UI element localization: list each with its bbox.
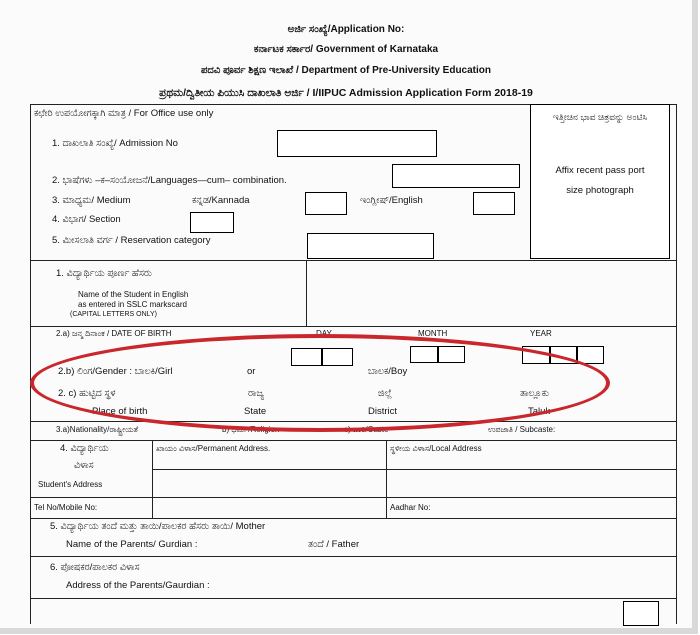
parent-address-english: Address of the Parents/Gaurdian :	[66, 580, 210, 591]
student-name-field[interactable]	[307, 261, 675, 325]
district-label: District	[368, 406, 398, 417]
kannada-label: ಕನ್ನಡ/Kannada	[192, 195, 250, 206]
english-label: ಇಂಗ್ಲೀಷ್/English	[360, 195, 423, 206]
student-name-en-1: Name of the Student in English	[78, 290, 189, 299]
religion-label: b) ಧರ್ಮ/Religion	[222, 425, 280, 434]
permanent-address-field[interactable]	[153, 470, 385, 496]
department-title: ಪದವಿ ಪೂರ್ವ ಶಿಕ್ಷಣ ಇಲಾಖೆ / Department of Pre-University Education	[200, 65, 492, 76]
government-title: ಕರ್ನಾಟಕ ಸರ್ಕಾರ/ Government of Karnataka	[253, 44, 439, 55]
state-label: State	[244, 406, 267, 417]
section-label: 4. ವಿಭಾಗ/ Section	[52, 214, 121, 225]
month-label: MONTH	[418, 329, 448, 338]
father-label: ತಂದೆ / Father	[308, 539, 360, 550]
parents-english: Name of the Parents/ Gurdian :	[66, 539, 198, 550]
student-address-label: Student's Address	[38, 480, 103, 489]
left-rule	[30, 104, 31, 624]
local-address-label: ಸ್ಥಳೀಯ ವಿಳಾಸ/Local Address	[390, 444, 482, 453]
address-kannada-2: ವಿಳಾಸ	[74, 460, 94, 471]
photo-english: Affix recent pass port size photograph	[555, 165, 645, 196]
right-rule	[676, 104, 677, 624]
taluk-label: Taluk	[528, 406, 551, 417]
place-of-birth-label: Place of birth	[92, 406, 148, 417]
local-address-field[interactable]	[387, 470, 675, 496]
state-kannada: ರಾಜ್ಯ	[248, 388, 265, 399]
gender-or: or	[247, 366, 256, 377]
bottom-right-field[interactable]	[623, 601, 659, 626]
highlight-oval	[30, 334, 610, 432]
reservation-field[interactable]	[307, 233, 434, 259]
aadhar-label: Aadhar No:	[390, 503, 431, 512]
rule-dob-top	[30, 326, 676, 327]
form-title: ಪ್ರಥಮ/ದ್ವಿತೀಯ ಪಿಯುಸಿ ದಾಖಲಾತಿ ಅರ್ಜಿ / I/IIPUC Admission Application Form 2018-19	[159, 87, 533, 99]
reservation-label: 5. ಮೀಸಲಾತಿ ವರ್ಗ / Reservation category	[52, 235, 211, 246]
english-checkbox[interactable]	[473, 192, 515, 215]
parents-kannada: 5. ವಿದ್ಯಾರ್ಥಿಯ ತಂದೆ ಮತ್ತು ತಾಯಿ/ಪಾಲಕರ ಹೆಸರು ತಾಯಿ/ Mother	[50, 521, 266, 532]
photo-box[interactable]	[530, 104, 670, 259]
rule-parent-address-bottom	[30, 598, 676, 599]
tel-field[interactable]	[153, 498, 385, 517]
application-no: ಅರ್ಜಿ ಸಂಖ್ಯೆ/Application No:	[287, 24, 405, 35]
student-name-kannada: 1. ವಿದ್ಯಾರ್ಥಿಯ ಪೂರ್ಣ ಹೆಸರು	[56, 268, 152, 279]
permanent-address-label: ಖಾಯಂ ವಿಳಾಸ/Permanent Address.	[156, 444, 271, 453]
subcaste-label: ಉಪಜಾತಿ / Subcaste:	[488, 425, 556, 434]
nationality-label: 3.a)Nationality/ರಾಷ್ಟ್ರೀಯತೆ	[56, 425, 139, 434]
medium-label: 3. ಮಾಧ್ಯಮ/ Medium	[52, 195, 131, 206]
rule-address-top	[30, 440, 676, 441]
rule-parent-address-top	[30, 556, 676, 557]
student-name-en-2: as entered in SSLC markscard	[78, 300, 187, 309]
languages-field[interactable]	[392, 164, 520, 188]
year-label: YEAR	[530, 329, 552, 338]
caste-label: c) ಜಾತಿ/Caste	[344, 425, 389, 434]
languages-label: 2. ಭಾಷೆಗಳು –ಕ–ಸಂಯೋಜನೆ/Languages—cum– combination.	[52, 175, 287, 186]
admission-no-label: 1. ದಾಖಲಾತಿ ಸಂಖ್ಯೆ/ Admission No	[52, 138, 178, 149]
dob-label: 2.a) ಜನ್ಮ ದಿನಾಂಕ / DATE OF BIRTH	[56, 329, 172, 338]
aadhar-field[interactable]	[440, 498, 675, 517]
kannada-checkbox[interactable]	[305, 192, 347, 215]
gender-label: 2.b) ಲಿಂಗ/Gender : ಬಾಲಕಿ/Girl	[58, 366, 173, 377]
day-label: DAY	[316, 329, 332, 338]
address-kannada-1: 4. ವಿದ್ಯಾರ್ಥಿಯ	[60, 443, 109, 454]
birth-place-kannada: 2. c) ಹುಟ್ಟಿದ ಸ್ಥಳ	[58, 388, 116, 399]
parent-address-kannada: 6. ಪೋಷಕರ/ಪಾಲಕರ ವಿಳಾಸ	[50, 562, 140, 573]
rule-parents-top	[30, 518, 676, 519]
taluk-kannada: ತಾಲ್ಲೂಕು	[520, 388, 550, 399]
section-field[interactable]	[190, 212, 234, 233]
district-kannada: ಜಿಲ್ಲೆ	[378, 388, 393, 399]
gender-boy: ಬಾಲಕ/Boy	[368, 366, 408, 377]
tel-label: Tel No/Mobile No:	[34, 503, 98, 512]
student-name-en-3: (CAPITAL LETTERS ONLY)	[70, 311, 157, 318]
admission-no-field[interactable]	[277, 130, 437, 157]
photo-kannada: ಇತ್ತೀಚಿನ ಭಾವ ಚಿತ್ರವನ್ನು ಅಂಟಿಸಿ	[552, 112, 648, 122]
office-use-label: ಕಛೇರಿ ಉಪಯೋಗಕ್ಕಾಗಿ ಮಾತ್ರ / For Office use only	[34, 108, 214, 119]
